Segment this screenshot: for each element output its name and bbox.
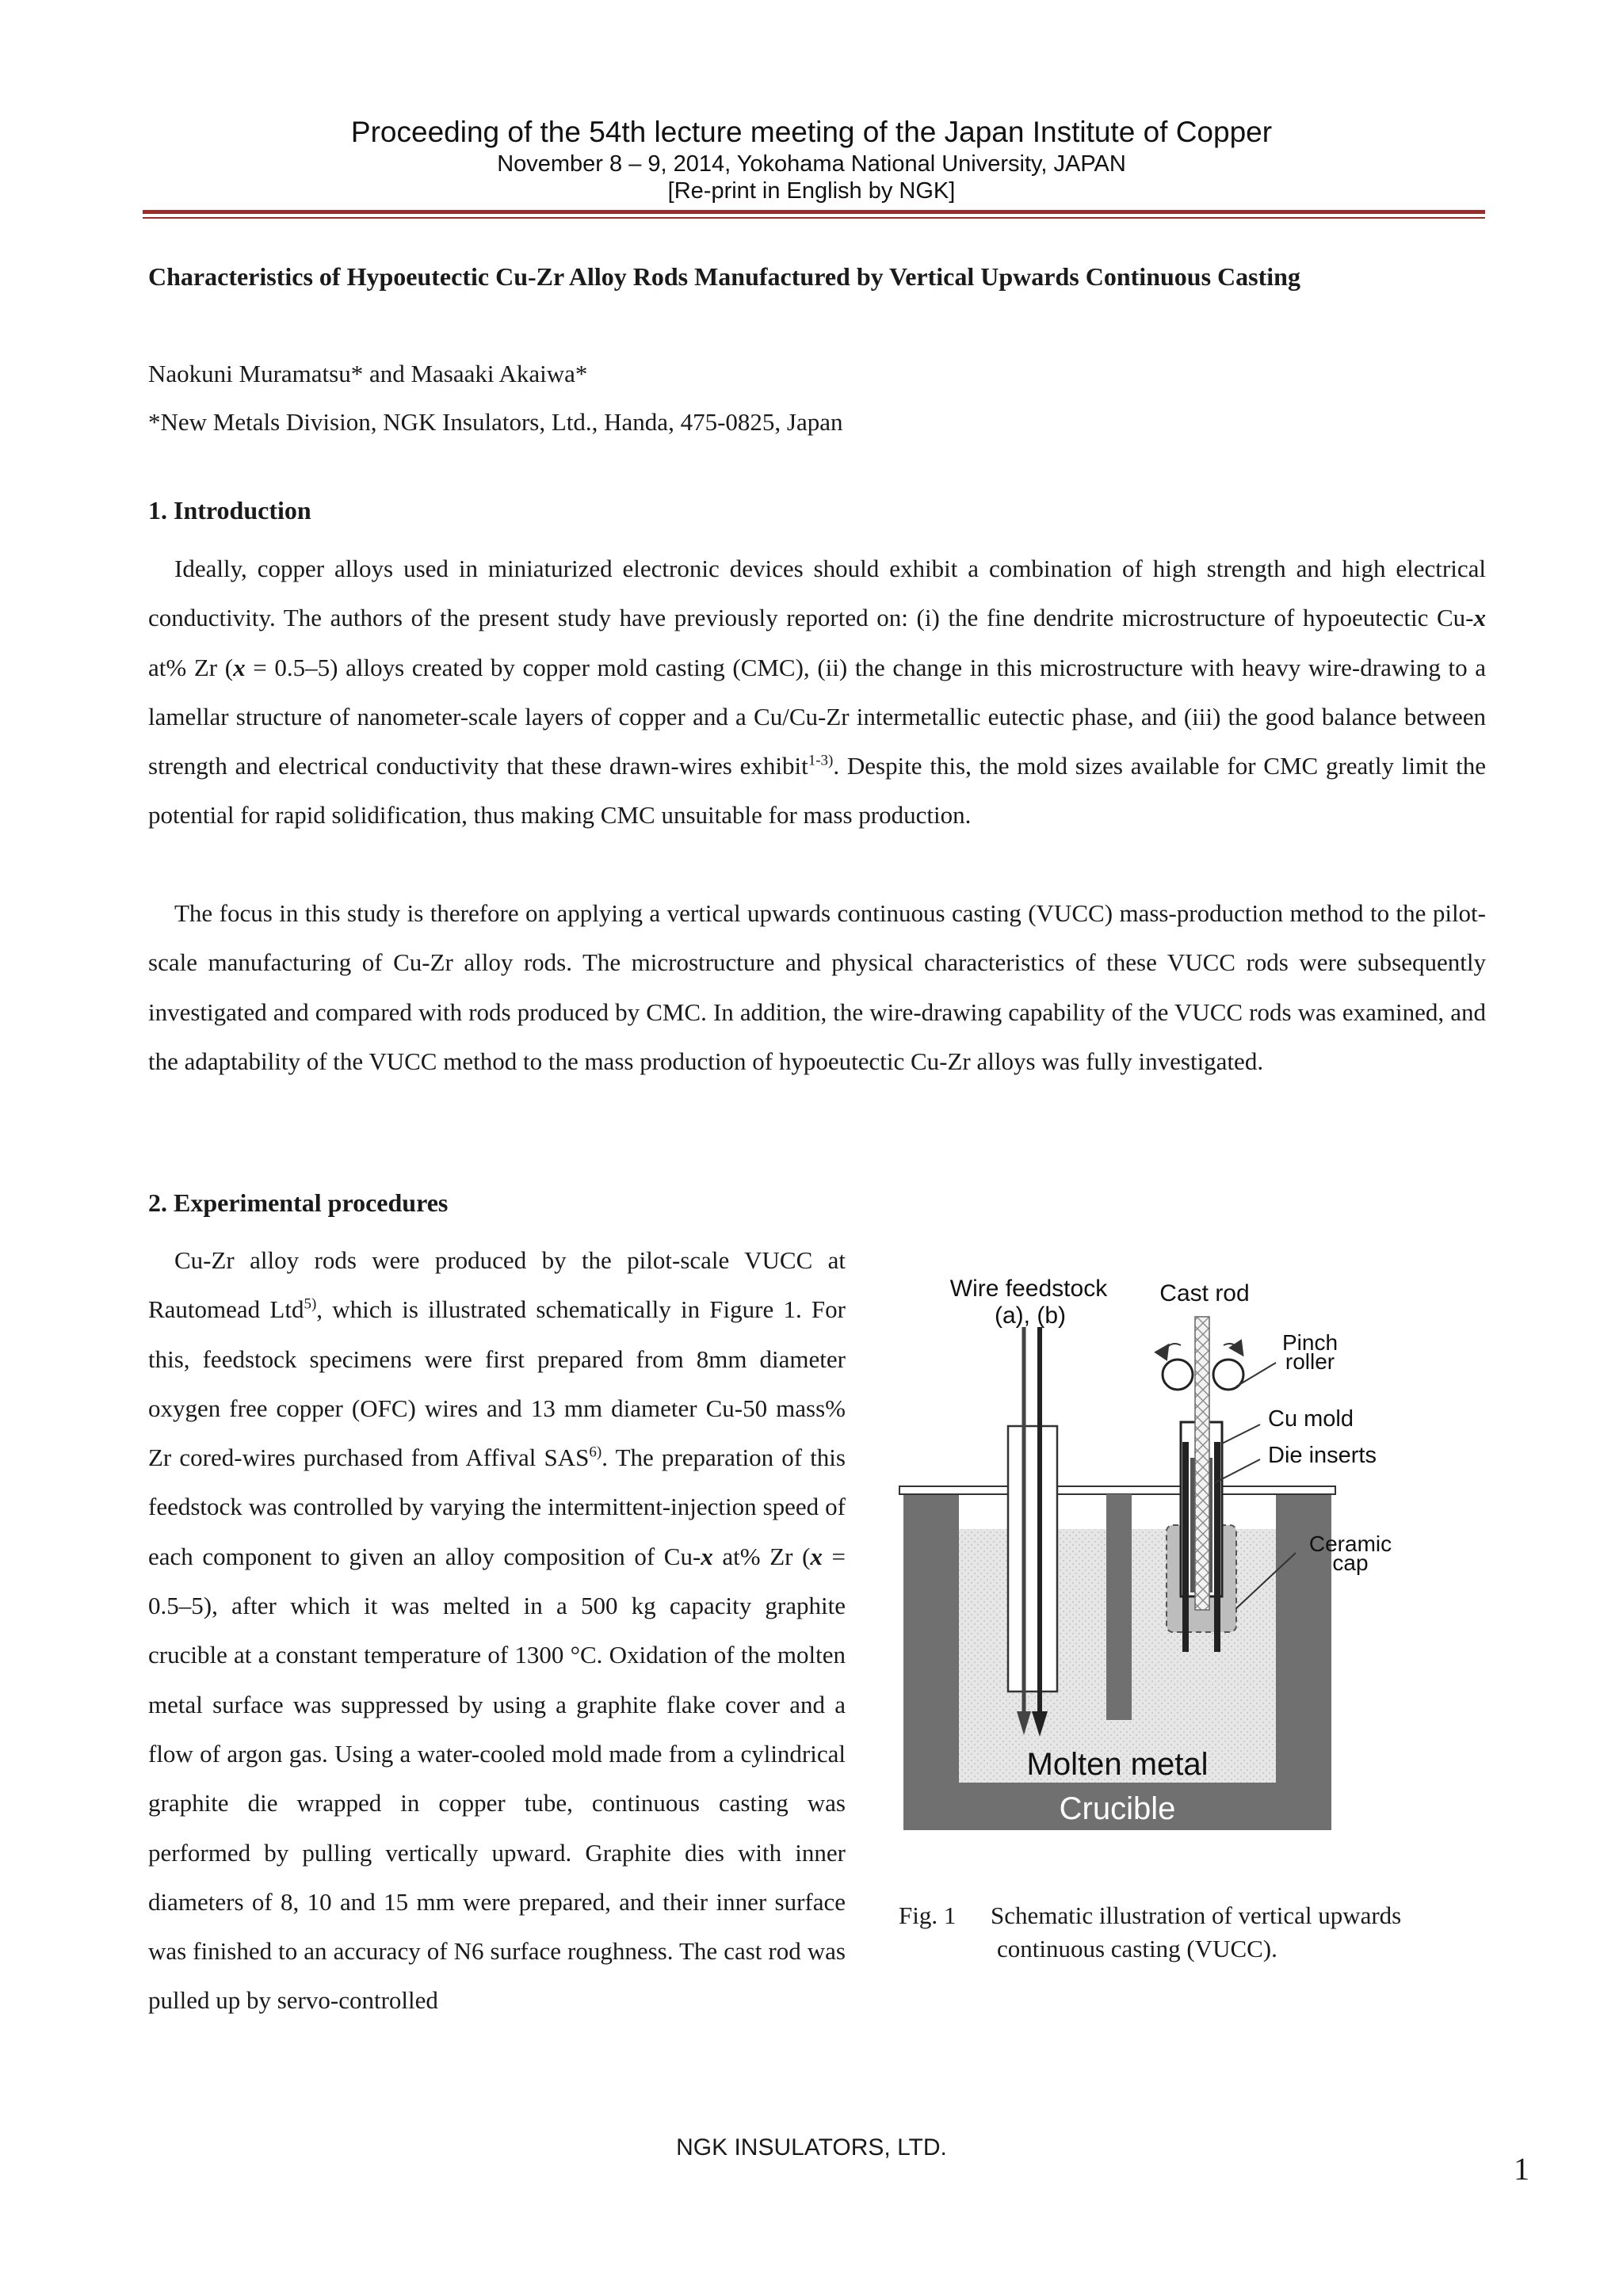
pinch-roller-left	[1163, 1360, 1193, 1390]
intro-paragraph-1: Ideally, copper alloys used in miniaturized electronic devices should exhibit a combination of high strength and high electrical conductivity. The authors of the present study have previously reported on: (i) the fine dendrite microstructure of hypoeutectic Cu-x at% Zr (x = 0.5–5) alloys created by copper mold casting (CMC), (ii) the change in this microstructure with heavy wire-drawing to a lamellar structure of nanometer-scale layers of copper and a Cu/Cu-Zr intermetallic eutectic phase, and (iii) the good balance between strength and electrical conductivity that these drawn-wires exhibit$^{1-3)}$. Despite this, the mold sizes available for CMC greatly limit the potential for rapid solidification, thus making CMC unsuitable for mass production.	[148, 555, 1486, 830]
feedstock-tube	[1008, 1426, 1057, 1691]
figure-caption-label: Fig. 1	[899, 1901, 957, 1929]
label-wire-ab: (a), (b)	[995, 1302, 1066, 1329]
figure-caption-line-2: continuous casting (VUCC).	[997, 1935, 1277, 1962]
authors: Naokuni Muramatsu* and Masaaki Akaiwa*	[148, 360, 588, 387]
label-cu-mold: Cu mold	[1268, 1406, 1354, 1432]
affiliation: *New Metals Division, NGK Insulators, Ltd., Handa, 475-0825, Japan	[148, 408, 843, 436]
label-die-inserts: Die inserts	[1268, 1443, 1377, 1468]
section-heading-experimental: 2. Experimental procedures	[148, 1188, 449, 1217]
header-rule-thin	[143, 217, 1485, 219]
cast-rod	[1195, 1317, 1209, 1610]
label-roller: roller	[1285, 1349, 1335, 1374]
label-pinch: Pinch	[1281, 1330, 1338, 1355]
citation-ref: 6)	[589, 1444, 602, 1461]
label-ceramic: Ceramic	[1308, 1531, 1392, 1556]
crucible-lid	[899, 1486, 1335, 1494]
section-heading-introduction: 1. Introduction	[148, 496, 311, 524]
citation-ref: 1-3)	[808, 752, 834, 769]
label-cap: cap	[1332, 1550, 1369, 1575]
header-date-venue: November 8 – 9, 2014, Yokohama National University, JAPAN	[497, 151, 1126, 177]
header-title: Proceeding of the 54th lecture meeting of the Japan Institute of Copper	[350, 116, 1273, 148]
label-molten-metal: Molten metal	[1026, 1747, 1209, 1782]
page-number: 1	[1514, 2151, 1529, 2187]
label-wire-feedstock: Wire feedstock	[949, 1276, 1108, 1302]
vucc-schematic-figure	[903, 1268, 1392, 1870]
experimental-paragraph: Cu-Zr alloy rods were produced by the pilot-scale VUCC at Rautomead Ltd$^{5)}$, which is illustrated schematically in Figure 1. For this, feedstock specimens were first prepared from 8mm diameter oxygen free copper (OFC) wires and 13 mm diameter Cu-50 mass% Zr cored-wires purchased from Affival SAS$^{6)}$. The preparation of this feedstock was controlled by varying the intermittent-injection speed of each component to given an alloy composition of Cu-x at% Zr (x = 0.5–5), after which it was melted in a 500 kg capacity graphite crucible at a constant temperature of 1300 °C. Oxidation of the molten metal surface was suppressed by using a graphite flake cover and a flow of argon gas. Using a water-cooled mold made from a cylindrical graphite die wrapped in copper tube, continuous casting was performed by pulling vertically upward. Graphite dies with inner diameters of 8, 10 and 15 mm were prepared, and their inner surface was finished to an accuracy of N6 surface roughness. The cast rod was pulled up by servo-controlled	[148, 1246, 846, 2015]
paper-title: Characteristics of Hypoeutectic Cu-Zr Alloy Rods Manufactured by Vertical Upwards Continuous Casting	[148, 262, 1300, 291]
label-crucible: Crucible	[1059, 1791, 1176, 1826]
footer-company: NGK INSULATORS, LTD.	[676, 2134, 947, 2161]
header-rule-thick	[143, 210, 1485, 214]
intro-paragraph-2: The focus in this study is therefore on applying a vertical upwards continuous casting (VUCC) mass-production method to the pilot-scale manufacturing of Cu-Zr alloy rods. The microstructure and physical characteristics of these VUCC rods were subsequently investigated and compared with rods produced by CMC. In addition, the wire-drawing capability of the VUCC rods was examined, and the adaptability of the VUCC method to the mass production of hypoeutectic Cu-Zr alloys was fully investigated.	[148, 899, 1486, 1075]
label-cast-rod: Cast rod	[1159, 1280, 1250, 1306]
figure-caption-line-1: Schematic illustration of vertical upwards	[991, 1901, 1402, 1929]
header-reprint-note: [Re-print in English by NGK]	[667, 178, 956, 204]
citation-ref: 5)	[304, 1295, 317, 1313]
baffle	[1106, 1494, 1132, 1720]
